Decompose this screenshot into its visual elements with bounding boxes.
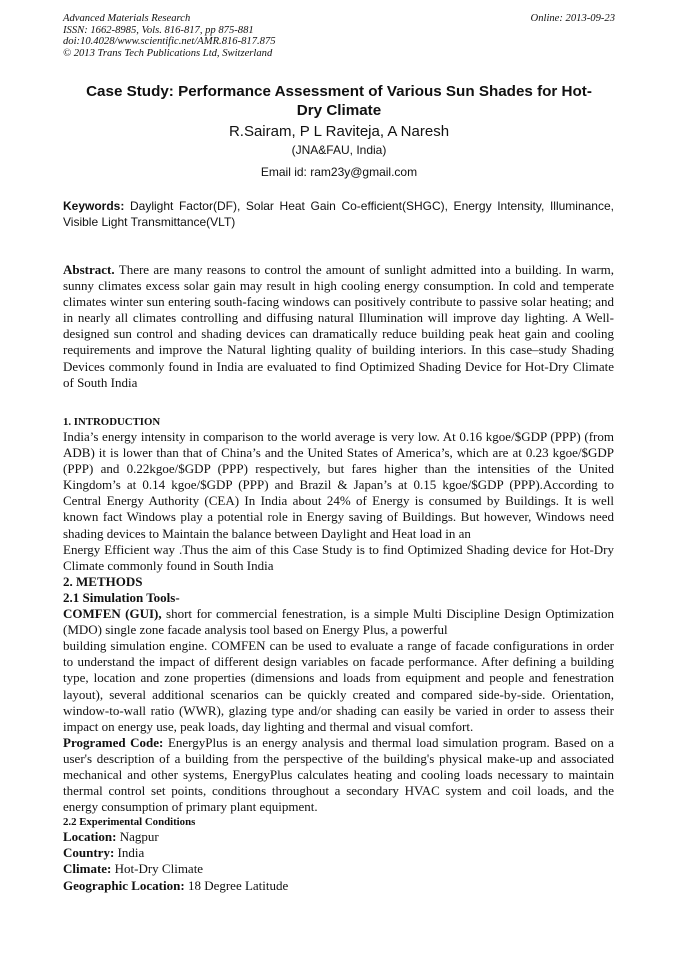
country-value: India	[117, 845, 145, 861]
geo-label: Geographic Location:	[63, 877, 185, 893]
location-value: Nagpur	[119, 829, 159, 845]
abstract	[63, 262, 614, 391]
journal-header	[63, 13, 615, 59]
climate-line	[63, 861, 614, 877]
intro-paragraph-1: India’s energy intensity in comparison to the world average is very low. At 0.16 kgoe/$GDP (PPP) (from ADB) it is lower than that of China’s and the United States of America’s, which are at 0.23 kgoe/$GDP (PPP) and 0.22kgoe/$GDP (PPP) respectively, but fares higher than the intensities of the United Kingdom’s at 0.14 kgoe/$GDP (PPP) and Brazil & Japan’s at 0.15 kgoe/$GDP (PPP).According to Central Energy Authority (CEA) In India about 24% of Energy is consumed by Buildings. It is well known fact Windows play a potential role in Energy saving of Buildings. But however, Windows need shading devices to Maintain the balance between Daylight and Heat load in an	[63, 429, 614, 541]
code-label: Programed Code:	[63, 734, 164, 750]
code-paragraph	[63, 735, 614, 815]
intro-paragraph-2: Energy Efficient way .Thus the aim of this Case Study is to find Optimized Shading device for Hot-Dry Climate commonly found in South India	[63, 541, 614, 573]
geo-value: 18 Degree Latitude	[187, 877, 289, 893]
comfen-text-2: building simulation engine. COMFEN can be used to evaluate a range of facade configurations in order to understand the impact of different design variables on facade performance. After defining a building type, location and zone properties (dimensions and loads from equipment and people and fenestration layout), several additional scenarios can be quickly created and compared side-by-side. Orientation, window-to-wall ratio (WWR), glazing type and/or shading can easily be varied in order to assess their impact on energy use, peak loads, day lighting and thermal and visual comfort.	[63, 638, 614, 734]
keywords	[63, 198, 614, 230]
location-label: Location:	[63, 829, 117, 845]
comfen-paragraph	[63, 606, 614, 638]
abstract-label: Abstract.	[63, 262, 115, 277]
intro-heading: 1. INTRODUCTION	[63, 416, 161, 428]
climate-label: Climate:	[63, 861, 112, 877]
country-label: Country:	[63, 845, 115, 861]
methods-heading: 2. METHODS	[63, 573, 143, 589]
comfen-text-1: short for commercial fenestration, is a simple Multi Discipline Design Optimization (MDO) single zone facade analysis tool based on Energy Plus, a powerful	[63, 606, 614, 638]
online-date: Online: 2013-09-23	[530, 13, 615, 24]
journal-name: Advanced Materials Research	[63, 13, 191, 24]
simulation-tools-heading: 2.1 Simulation Tools-	[63, 589, 180, 605]
keywords-label: Keywords:	[63, 199, 125, 213]
author-affiliation: (JNA&FAU, India)	[291, 143, 387, 157]
country-line	[63, 845, 614, 861]
comfen-label: COMFEN (GUI),	[63, 606, 162, 622]
keywords-text: Daylight Factor(DF), Solar Heat Gain Co-efficient(SHGC), Energy Intensity, Illuminance, Visible Light Transmittance(VLT)	[63, 199, 614, 229]
experimental-heading: 2.2 Experimental Conditions	[63, 816, 196, 829]
doi-line: doi:10.4028/www.scientific.net/AMR.816-817.875	[63, 36, 276, 48]
code-text: EnergyPlus is an energy analysis and thermal load simulation program. Based on a user's description of a building from the perspective of the building's physical make-up and associated mechanical and other systems, EnergyPlus calculates heating and cooling loads necessary to maintain thermal control set points, conditions throughout a secondary HVAC system and coil loads, and the energy consumption of primary plant equipment.	[63, 734, 615, 815]
paper-title: Case Study: Performance Assessment of Various Sun Shades for Hot-Dry Climate	[86, 83, 592, 119]
copyright-line: © 2013 Trans Tech Publications Ltd, Switzerland	[63, 47, 273, 59]
main-body	[63, 415, 614, 894]
paper-authors: R.Sairam, P L Raviteja, A Naresh	[228, 123, 450, 140]
author-email: Email id: ram23y@gmail.com	[260, 165, 418, 179]
location-line	[63, 829, 614, 845]
issn-line: ISSN: 1662-8985, Vols. 816-817, pp 875-881	[63, 24, 254, 36]
climate-value: Hot-Dry Climate	[114, 861, 204, 877]
abstract-text: There are many reasons to control the amount of sunlight admitted into a building. In warm, sunny climates excess solar gain may result in high cooling energy consumption. In cold and temperate climates winter sun entering south-facing windows can positively contribute to passive solar heating; and in nearly all climates controlling and diffusing natural Illumination will improve day lighting. A Well-designed sun control and shading devices can dramatically reduce building peak heat gain and cooling requirements and improve the Natural lighting quality of building interiors. In this case–study Shading Devices commonly found in India are evaluated to find Optimized Shading Device for Hot-Dry Climate of South India	[63, 262, 615, 390]
geo-line	[63, 878, 614, 894]
